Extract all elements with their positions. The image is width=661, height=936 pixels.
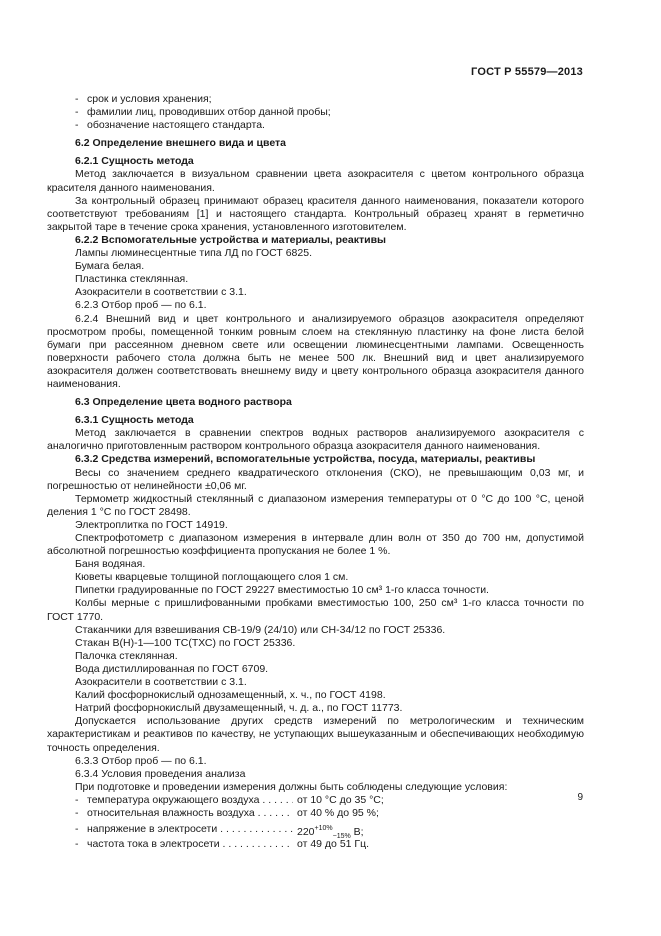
paragraph: Баня водяная.	[75, 558, 146, 571]
paragraph: При подготовке и проведении измерения должны быть соблюдены следующие условия:	[75, 780, 508, 793]
paragraph: Калий фосфорнокислый однозамещенный, х. ч., по ГОСТ 4198.	[75, 689, 386, 702]
section-heading-6-3: 6.3 Определение цвета водного раствора	[75, 396, 292, 409]
paragraph: 6.3.3 Отбор проб — по 6.1.	[75, 754, 207, 767]
paragraph: Вода дистиллированная по ГОСТ 6709.	[75, 662, 269, 675]
paragraph: Кюветы кварцевые толщиной поглощающего слоя 1 см.	[75, 571, 349, 584]
paragraph: Метод заключается в визуальном сравнении цвета азокрасителя с цветом контрольного образца красителя данного наименования.	[47, 168, 584, 194]
paragraph: 6.3.4 Условия проведения анализа	[75, 767, 246, 780]
page-body	[47, 93, 584, 851]
condition-row: - частота тока в электросети . . . от 49 до 51 Гц.	[47, 838, 584, 851]
subsection-heading-6-2-1: 6.2.1 Сущность метода	[75, 155, 194, 168]
paragraph: 6.2.4 Внешний вид и цвет контрольного и анализируемого образцов азокрасителя определяют просмотром пробы, помещенной тонким ровным слоем на стеклянную пластинку на фоне листа белой бумаги при рассеянном дневном свете или освещении люминесцентными лампами. Освещенность поверхности рабочего стола должна быть не менее 500 лк. Внешний вид и цвет анализируемого азокрасителя должен соответствовать внешнему виду и цвету контрольного образца азокрасителя данного наименования.	[47, 312, 584, 390]
paragraph: Колбы мерные с пришлифованными пробками вместимостью 100, 250 см³ 1-го класса точности по ГОСТ 1770.	[47, 597, 584, 623]
condition-row: - температура окружающего воздуха . . . от 10 °С до 35 °С;	[47, 794, 584, 807]
condition-label: относительная влажность воздуха . . .	[87, 807, 293, 820]
paragraph: Лампы люминесцентные типа ЛД по ГОСТ 6825.	[75, 247, 312, 260]
paragraph: Азокрасители в соответствии с 3.1.	[75, 676, 247, 689]
paragraph: Пластинка стеклянная.	[75, 273, 189, 286]
condition-value: от 10 °С до 35 °С;	[297, 793, 384, 806]
paragraph: Натрий фосфорнокислый двузамещенный, ч. д. а., по ГОСТ 11773.	[75, 702, 403, 715]
list-item: - обозначение настоящего стандарта.	[75, 119, 265, 132]
paragraph: Азокрасители в соответствии с 3.1.	[75, 286, 247, 299]
subsection-heading-6-2-2: 6.2.2 Вспомогательные устройства и материалы, реактивы	[75, 233, 387, 246]
page-number: 9	[577, 792, 583, 803]
subsection-heading-6-3-2: 6.3.2 Средства измерений, вспомогательные устройства, посуда, материалы, реактивы	[75, 453, 536, 466]
paragraph: За контрольный образец принимают образец красителя данного наименования, показатели которого соответствуют требованиям [1] и настоящего стандарта. Контрольный образец хранят в герметично закрытой таре в течение срока хранения, установленного изготовителем.	[47, 194, 584, 233]
condition-row: - относительная влажность воздуха . . . от 40 % до 95 %;	[47, 807, 584, 820]
list-item: - фамилии лиц, проводивших отбор данной пробы;	[75, 106, 331, 119]
paragraph: Пипетки градуированные по ГОСТ 29227 вместимостью 10 см³ 1-го класса точности.	[75, 584, 489, 597]
standard-header: ГОСТ Р 55579—2013	[471, 66, 583, 78]
list-item-text: фамилии лиц, проводивших отбор данной пробы;	[87, 106, 331, 119]
condition-label: частота тока в электросети . . .	[87, 838, 293, 851]
paragraph: Спектрофотометр с диапазоном измерения в интервале длин волн от 350 до 700 нм, допустимой абсолютной погрешностью коэффициента пропускания не более 1 %.	[47, 532, 584, 558]
paragraph: Электроплитка по ГОСТ 14919.	[75, 518, 228, 531]
list-item-text: срок и условия хранения;	[87, 93, 212, 105]
paragraph: Метод заключается в сравнении спектров водных растворов анализируемого азокрасителя с аналогично приготовленным раствором контрольного образца азокрасителя данного наименования.	[47, 427, 584, 453]
paragraph: Термометр жидкостный стеклянный с диапазоном измерения температуры от 0 °С до 100 °С, ценой деления 1 °С по ГОСТ 28498.	[47, 492, 584, 518]
paragraph: Палочка стеклянная.	[75, 649, 178, 662]
paragraph: Стаканчики для взвешивания СВ-19/9 (24/10) или СН-34/12 по ГОСТ 25336.	[75, 623, 446, 636]
paragraph: Весы со значением среднего квадратического отклонения (СКО), не превышающим 0,03 мг, и погрешностью от нелинейности ±0,06 мг.	[47, 466, 584, 492]
condition-row: - напряжение в электросети . . . $220^{+10\%}_{-15\%}$ В;	[47, 820, 584, 838]
list-item-text: обозначение настоящего стандарта.	[87, 119, 265, 132]
condition-value: $220^{+10\%}_{-15\%}$ В;	[297, 825, 364, 841]
condition-value: от 40 % до 95 %;	[297, 806, 379, 819]
paragraph: 6.2.3 Отбор проб — по 6.1.	[75, 299, 207, 312]
section-heading-6-2: 6.2 Определение внешнего вида и цвета	[75, 137, 286, 150]
list-item: - срок и условия хранения;	[75, 93, 212, 105]
paragraph: Бумага белая.	[75, 260, 145, 273]
condition-label: температура окружающего воздуха . . .	[87, 794, 293, 807]
paragraph: Допускается использование других средств измерений по метрологическим и техническим характеристикам и реактивов по качеству, не уступающих вышеуказанным и обеспечивающих необходимую точность определения.	[47, 715, 584, 754]
condition-label: напряжение в электросети . . .	[87, 820, 293, 838]
paragraph: Стакан В(Н)-1—100 ТС(ТХС) по ГОСТ 25336.	[75, 636, 296, 649]
condition-value: от 49 до 51 Гц.	[297, 838, 370, 851]
subsection-heading-6-3-1: 6.3.1 Сущность метода	[75, 414, 194, 427]
